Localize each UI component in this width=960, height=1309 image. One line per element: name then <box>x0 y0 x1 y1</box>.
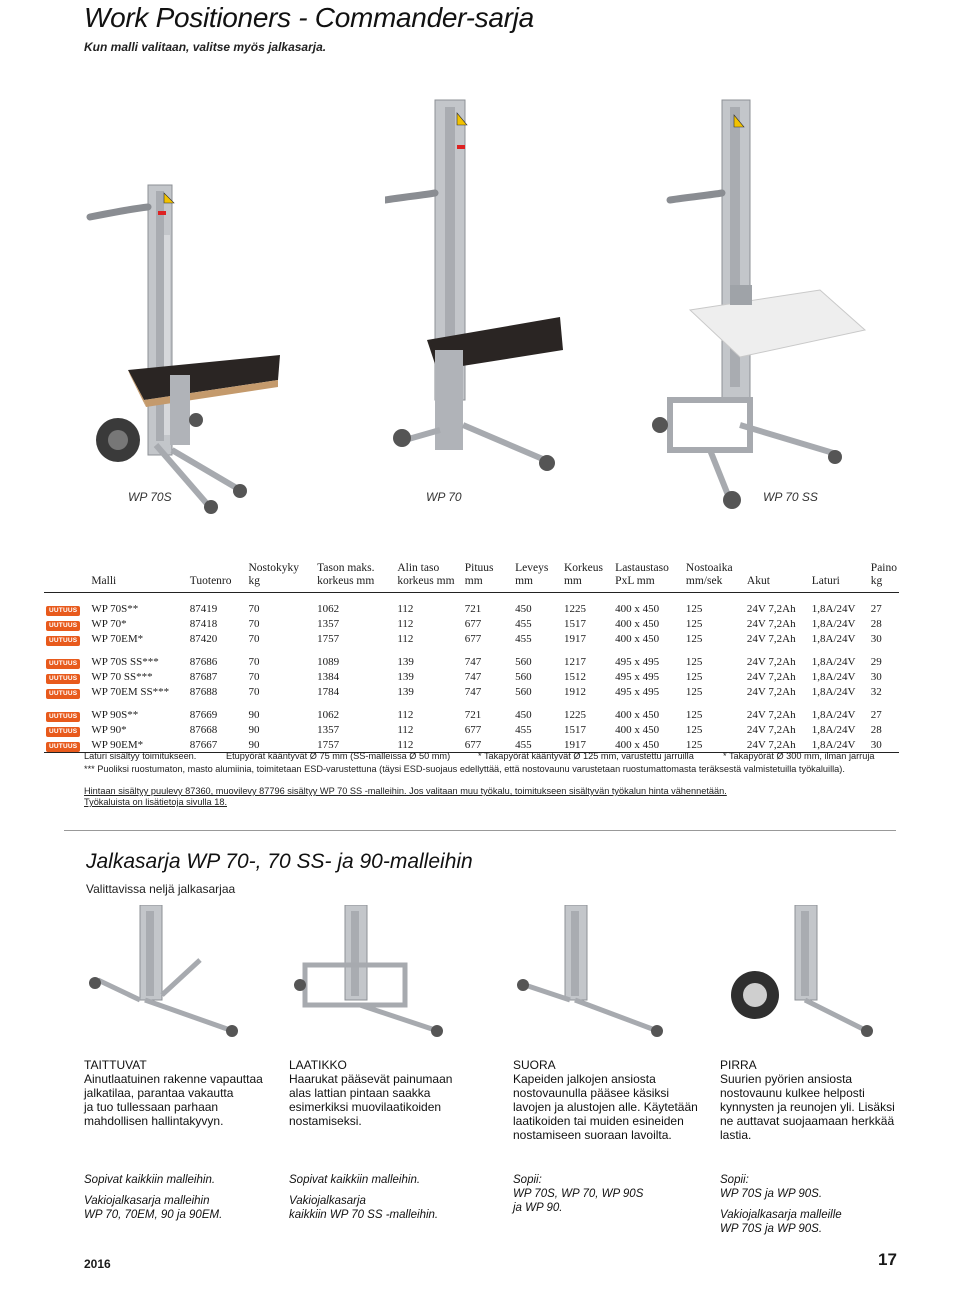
table-cell: 560 <box>515 685 532 698</box>
fit-line: Sopii: <box>720 1174 749 1186</box>
header-pituus: Pituus mm <box>463 562 513 593</box>
new-badge: UUTUUS <box>46 606 80 616</box>
fit-line: WP 70S ja WP 90S. <box>720 1223 823 1235</box>
table-cell: 125 <box>685 618 703 631</box>
table-cell: 112 <box>397 632 414 645</box>
table-cell: 1,8A/24V <box>811 603 856 616</box>
table-cell: 139 <box>397 671 414 684</box>
option-text-line: Ainutlaatuinen rakenne vapauttaa <box>84 1072 263 1086</box>
table-cell: 24V 7,2Ah <box>746 709 796 722</box>
table-cell: 1217 <box>563 656 586 669</box>
table-cell: 87669 <box>189 709 218 722</box>
table-cell: 677 <box>464 618 482 631</box>
table-cell: 1,8A/24V <box>811 671 856 684</box>
table-cell: 24V 7,2Ah <box>746 656 796 669</box>
option-text-line: Haarukat pääsevät painumaan <box>289 1072 453 1086</box>
leg-kit-image-pirra <box>715 905 895 1040</box>
table-cell: 27 <box>870 709 882 722</box>
fit-line: Sopii: <box>513 1174 542 1186</box>
fit-line: WP 70, 70EM, 90 ja 90EM. <box>84 1209 223 1221</box>
notes-line-1 <box>84 751 875 761</box>
header-alin-taso: Alin taso korkeus mm <box>395 562 462 593</box>
table-cell: 1089 <box>317 656 340 669</box>
fit-line: WP 70S, WP 70, WP 90S <box>513 1188 644 1200</box>
table-cell: 560 <box>515 671 532 684</box>
new-badge: UUTUUS <box>46 636 80 646</box>
table-cell: 70 <box>248 656 260 669</box>
notes-line-3: Hintaan sisältyy puulevy 87360, muovilevy 87796 sisältyy WP 70 SS -malleihin. Jos valitaan muu työkalu, toimitukseen sisältyvän työkalun hinta vähennetään. <box>84 786 727 796</box>
note-takapyorat-125: * Takapyörät kääntyvät Ø 125 mm, varustettu jarruilla <box>478 751 694 761</box>
fit-line: Vakiojalkasarja malleihin <box>84 1195 210 1207</box>
table-row <box>44 593 899 617</box>
table-cell: 677 <box>464 632 482 645</box>
table-cell: 747 <box>464 656 482 669</box>
table-cell: 400 x 450 <box>615 603 660 616</box>
note-takapyorat-300: * Takapyörät Ø 300 mm, ilman jarruja <box>723 751 875 761</box>
table-cell: 677 <box>464 724 482 737</box>
table-cell: 400 x 450 <box>615 709 660 722</box>
table-cell: 455 <box>513 738 562 753</box>
option-text-line: lastia. <box>720 1128 752 1142</box>
table-cell: 1757 <box>315 738 395 753</box>
option-laatikko <box>289 1058 479 1128</box>
footer-year: 2016 <box>84 1257 111 1271</box>
option-title: TAITTUVAT <box>84 1058 147 1072</box>
header-lastaustaso: Lastaustaso PxL mm <box>613 562 684 593</box>
table-cell: 400 x 450 <box>615 618 660 631</box>
note-laturi: Laturi sisältyy toimitukseen. <box>84 751 197 761</box>
caption-wp70ss: WP 70 SS <box>763 490 818 504</box>
new-badge: UUTUUS <box>46 727 80 737</box>
table-cell: WP 70S SS*** <box>91 656 159 669</box>
table-cell: 1062 <box>317 603 340 616</box>
table-cell: WP 70 SS*** <box>91 671 153 684</box>
fit-line: WP 70S ja WP 90S. <box>720 1188 823 1200</box>
table-cell: 24V 7,2Ah <box>746 724 796 737</box>
table-cell: 70 <box>248 632 260 645</box>
table-cell: 90 <box>248 709 260 722</box>
section-divider <box>64 830 896 831</box>
spec-table-body <box>44 593 899 753</box>
option-text-line: ja tuo tullessaan parhaan <box>84 1100 219 1114</box>
table-cell: WP 90EM* <box>89 738 187 753</box>
section-title: Jalkasarja WP 70-, 70 SS- ja 90-malleihin <box>86 850 473 873</box>
header-leveys: Leveys mm <box>513 562 562 593</box>
table-cell: 90 <box>247 738 316 753</box>
table-cell: 32 <box>870 685 882 698</box>
table-cell: 1,8A/24V <box>811 656 856 669</box>
leg-kit-image-suora <box>505 905 685 1040</box>
page-title: Work Positioners - Commander-sarja <box>84 2 534 33</box>
new-badge: UUTUUS <box>46 659 80 669</box>
table-cell: 28 <box>870 618 882 631</box>
table-cell: 721 <box>464 603 482 616</box>
note-etupyorat: Etupyörät kääntyvät Ø 75 mm (SS-malleissa Ø 50 mm) <box>226 751 451 761</box>
spec-table-header <box>44 562 899 593</box>
table-cell: 30 <box>869 738 899 753</box>
table-cell: 1225 <box>563 709 586 722</box>
badge-cell <box>44 738 89 753</box>
table-cell: 455 <box>515 724 532 737</box>
table-cell: 87687 <box>189 671 218 684</box>
table-cell: 24V 7,2Ah <box>746 671 796 684</box>
badge-cell <box>44 723 89 738</box>
table-cell: WP 70EM* <box>91 632 144 645</box>
table-cell: 455 <box>515 618 532 631</box>
table-cell: 70 <box>248 685 260 698</box>
table-cell: 30 <box>870 632 882 645</box>
table-cell: 112 <box>397 709 414 722</box>
header-nostoaika: Nostoaika mm/sek <box>684 562 745 593</box>
option-text-line: alas lattian pintaan saakka <box>289 1086 431 1100</box>
table-cell: 495 x 495 <box>615 656 660 669</box>
fit-line: kaikkiin WP 70 SS -malleihin. <box>289 1209 439 1221</box>
table-cell: 29 <box>870 656 882 669</box>
fit-taittuvat <box>84 1173 274 1222</box>
table-cell: 87420 <box>189 632 218 645</box>
table-cell: WP 90S** <box>91 709 139 722</box>
option-text-line: ne auttavat suojaamaan herkkää <box>720 1114 895 1128</box>
table-cell: 747 <box>464 685 482 698</box>
table-cell: 139 <box>397 685 414 698</box>
option-text-line: nostovaunulla pääsee käsiksi <box>513 1086 670 1100</box>
new-badge: UUTUUS <box>46 689 80 699</box>
table-cell: 24V 7,2Ah <box>746 618 796 631</box>
table-cell: 125 <box>685 709 703 722</box>
fit-line: Vakiojalkasarja malleille <box>720 1209 842 1221</box>
table-cell: 112 <box>397 618 414 631</box>
leg-kit-image-taittuvat <box>80 905 260 1040</box>
table-cell: WP 70EM SS*** <box>91 685 170 698</box>
new-badge: UUTUUS <box>46 674 80 684</box>
table-row <box>44 723 899 738</box>
table-cell: 125 <box>685 724 703 737</box>
caption-wp70: WP 70 <box>426 490 462 504</box>
option-text-line: nostamiseen suoraan lavoilta. <box>513 1128 672 1142</box>
new-badge: UUTUUS <box>46 621 80 631</box>
badge-cell <box>44 646 89 670</box>
table-cell: WP 90* <box>91 724 127 737</box>
header-korkeus: Korkeus mm <box>562 562 613 593</box>
table-cell: 24V 7,2Ah <box>746 685 796 698</box>
table-cell: 24V 7,2Ah <box>746 603 796 616</box>
leg-kit-image-laatikko <box>285 905 465 1040</box>
option-title: PIRRA <box>720 1058 757 1072</box>
fit-spacer <box>720 1201 910 1208</box>
table-cell: 112 <box>397 603 414 616</box>
header-tuotenro: Tuotenro <box>188 562 247 593</box>
table-cell: 1912 <box>563 685 586 698</box>
header-laturi: Laturi <box>810 562 869 593</box>
table-cell: 1517 <box>563 618 586 631</box>
option-text-line: kynnysten ja reunojen yli. Lisäksi <box>720 1100 895 1114</box>
option-text-line: esimerkiksi muovilaatikoiden <box>289 1100 442 1114</box>
fit-spacer <box>84 1187 274 1194</box>
table-cell: 747 <box>464 671 482 684</box>
fit-laatikko <box>289 1173 479 1222</box>
badge-cell <box>44 617 89 632</box>
badge-cell <box>44 699 89 723</box>
product-image-wp70s <box>80 175 300 525</box>
table-cell: 139 <box>397 656 414 669</box>
table-cell: 70 <box>248 671 260 684</box>
notes-line-4: Työkaluista on lisätietoja sivulla 18. <box>84 797 227 807</box>
option-text-line: nostamiseksi. <box>289 1114 362 1128</box>
table-cell: 70 <box>248 618 260 631</box>
table-cell: 112 <box>395 738 462 753</box>
table-cell: 112 <box>397 724 414 737</box>
table-cell: 1517 <box>563 724 586 737</box>
table-cell: 125 <box>685 656 703 669</box>
table-row <box>44 670 899 685</box>
table-cell: 677 <box>463 738 513 753</box>
table-cell: 400 x 450 <box>613 738 684 753</box>
caption-wp70s: WP 70S <box>128 490 172 504</box>
fit-line: Vakiojalkasarja <box>289 1195 366 1207</box>
table-row <box>44 631 899 646</box>
table-cell: 125 <box>685 685 703 698</box>
badge-column-header <box>44 562 89 593</box>
table-cell: 1917 <box>563 632 586 645</box>
fit-pirra <box>720 1173 910 1236</box>
table-cell: 560 <box>515 656 532 669</box>
table-cell: 24V 7,2Ah <box>745 738 810 753</box>
option-text-line: Suurien pyörien ansiosta <box>720 1072 853 1086</box>
page-number: 17 <box>878 1250 897 1269</box>
option-text-line: Kapeiden jalkojen ansiosta <box>513 1072 656 1086</box>
table-cell: 1784 <box>317 685 340 698</box>
product-image-wp70ss <box>650 95 880 515</box>
table-cell: 87688 <box>189 685 218 698</box>
table-cell: 1062 <box>317 709 340 722</box>
table-cell: 70 <box>248 603 260 616</box>
table-cell: 721 <box>464 709 482 722</box>
table-cell: 1917 <box>562 738 613 753</box>
fit-suora <box>513 1173 703 1215</box>
badge-cell <box>44 684 89 699</box>
table-cell: 1512 <box>563 671 586 684</box>
table-row <box>44 617 899 632</box>
table-cell: 87418 <box>189 618 218 631</box>
table-cell: 27 <box>870 603 882 616</box>
table-cell: 125 <box>685 671 703 684</box>
table-cell: 495 x 495 <box>615 685 660 698</box>
badge-cell <box>44 631 89 646</box>
table-cell: 1,8A/24V <box>811 618 856 631</box>
table-cell: 1,8A/24V <box>811 632 856 645</box>
table-row <box>44 684 899 699</box>
table-cell: 87686 <box>189 656 218 669</box>
product-image-wp70 <box>385 95 585 495</box>
table-cell: 1225 <box>563 603 586 616</box>
table-cell: 495 x 495 <box>615 671 660 684</box>
table-row <box>44 699 899 723</box>
option-text-line: jalkatilaa, parantaa vakautta <box>84 1086 234 1100</box>
option-pirra <box>720 1058 920 1142</box>
badge-cell <box>44 670 89 685</box>
option-taittuvat <box>84 1058 274 1128</box>
fit-spacer <box>289 1187 479 1194</box>
table-cell: 400 x 450 <box>615 632 660 645</box>
table-cell: 30 <box>870 671 882 684</box>
option-text-line: nostovaunu kulkee helposti <box>720 1086 865 1100</box>
table-cell: 125 <box>684 738 745 753</box>
table-cell: 450 <box>515 603 532 616</box>
header-nostokyky: Nostokyky kg <box>247 562 316 593</box>
table-cell: 28 <box>870 724 882 737</box>
table-cell: 450 <box>515 709 532 722</box>
table-cell: 1357 <box>317 618 340 631</box>
table-cell: 87667 <box>188 738 247 753</box>
option-text-line: laatikoiden tai muiden esineiden <box>513 1114 684 1128</box>
fit-line: Sopivat kaikkiin malleihin. <box>289 1174 421 1186</box>
section-subtitle: Valittavissa neljä jalkasarjaa <box>86 882 236 896</box>
table-cell: 90 <box>248 724 260 737</box>
table-cell: 87668 <box>189 724 218 737</box>
table-cell: 24V 7,2Ah <box>746 632 796 645</box>
notes-line-2: *** Puoliksi ruostumaton, masto alumiinia, toimitetaan ESD-varustettuna (täysi ESD-suojaus edellyttää, että nostovaunu varustetaan ruostumattomasta teräksestä valmistetuilla työkaluilla). <box>84 764 845 774</box>
table-row <box>44 646 899 670</box>
option-text-line: lavojen ja alustojen alle. Käytetään <box>513 1100 698 1114</box>
fit-line: Sopivat kaikkiin malleihin. <box>84 1174 216 1186</box>
table-cell: 1384 <box>317 671 340 684</box>
option-title: LAATIKKO <box>289 1058 347 1072</box>
header-paino: Paino kg <box>869 562 899 593</box>
option-title: SUORA <box>513 1058 556 1072</box>
page-subtitle: Kun malli valitaan, valitse myös jalkasarja. <box>84 40 327 54</box>
table-cell: 1757 <box>317 632 340 645</box>
header-malli: Malli <box>89 562 187 593</box>
table-cell: 125 <box>685 603 703 616</box>
table-cell: 125 <box>685 632 703 645</box>
table-cell: WP 70* <box>91 618 127 631</box>
table-cell: WP 70S** <box>91 603 139 616</box>
fit-line: ja WP 90. <box>513 1202 563 1214</box>
option-suora <box>513 1058 713 1142</box>
spec-table <box>44 562 899 753</box>
table-cell: 1,8A/24V <box>811 724 856 737</box>
table-cell: 87419 <box>189 603 218 616</box>
table-cell: 1,8A/24V <box>811 685 856 698</box>
badge-cell <box>44 593 89 617</box>
table-cell: 1,8A/24V <box>811 709 856 722</box>
header-tason-maks: Tason maks. korkeus mm <box>315 562 395 593</box>
header-akut: Akut <box>745 562 810 593</box>
option-text-line: mahdollisen hallintakyvyn. <box>84 1114 224 1128</box>
table-cell: 1,8A/24V <box>810 738 869 753</box>
table-cell: 1357 <box>317 724 340 737</box>
new-badge: UUTUUS <box>46 742 80 752</box>
new-badge: UUTUUS <box>46 712 80 722</box>
table-cell: 400 x 450 <box>615 724 660 737</box>
table-cell: 455 <box>515 632 532 645</box>
